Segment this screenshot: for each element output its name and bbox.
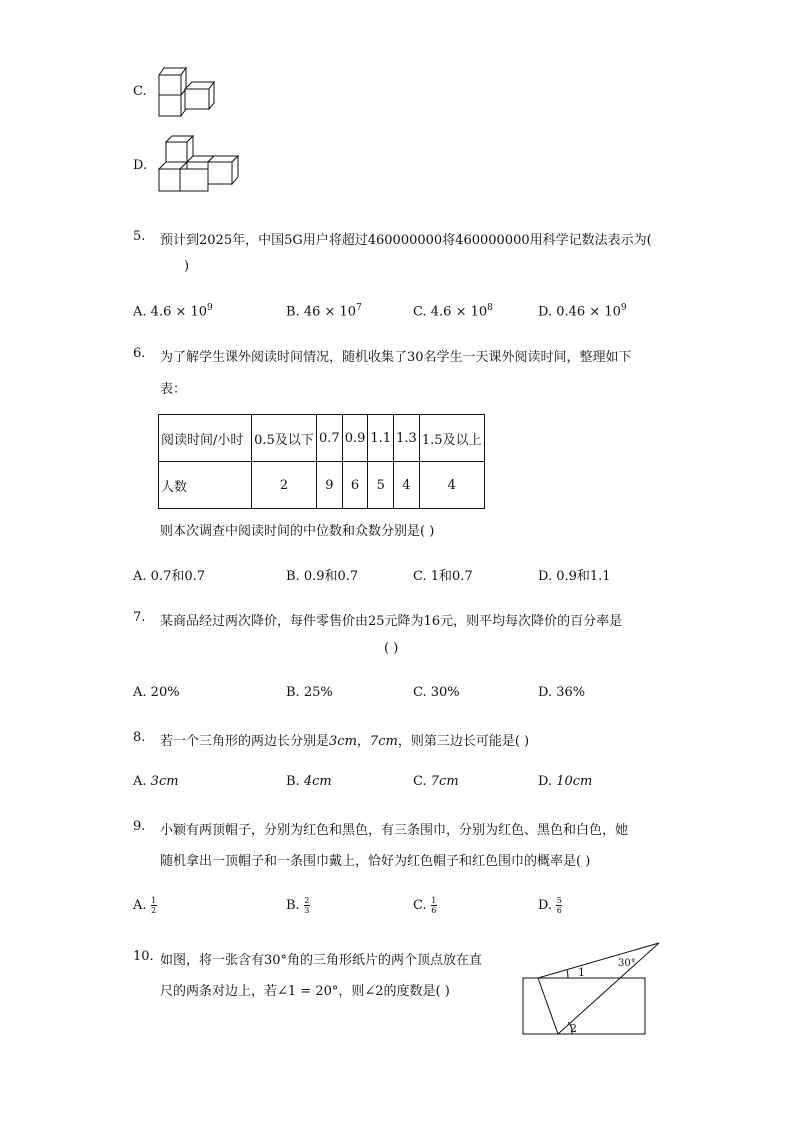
q8-option-b[interactable]: B. 4cm bbox=[286, 774, 332, 789]
q9-text-line2: 随机拿出一顶帽子和一条围巾戴上，恰好为红色帽子和红色围巾的概率是( ) bbox=[160, 854, 591, 869]
q8-option-c[interactable]: C. 7cm bbox=[413, 774, 459, 789]
angle-2-label: 2 bbox=[570, 1022, 577, 1035]
q7-text-line2: ( ) bbox=[384, 641, 399, 656]
q7-number: 7. bbox=[133, 610, 146, 625]
q9-option-b[interactable]: B. $\frac{2}{3}$ bbox=[286, 896, 310, 915]
q6-text-line2: 表： bbox=[160, 382, 187, 397]
q7-text-line1: 某商品经过两次降价，每件零售价由25元降为16元，则平均每次降价的百分率是 bbox=[160, 614, 623, 629]
table-cell: 0.5及以下 bbox=[252, 415, 317, 462]
table-header-row bbox=[159, 415, 485, 462]
q10-text-line2: 尺的两条对边上，若∠1 = 20°，则∠2的度数是( ) bbox=[160, 984, 450, 999]
reading-time-table bbox=[158, 414, 485, 509]
fraction: $\frac{1}{6}$ bbox=[431, 896, 437, 915]
table-cell: 0.9 bbox=[342, 415, 368, 462]
fraction: $\frac{2}{3}$ bbox=[304, 896, 310, 915]
table-cell: 1.5及以上 bbox=[419, 415, 484, 462]
triangle bbox=[538, 943, 659, 1034]
q6-option-b[interactable]: B. 0.9和0.7 bbox=[286, 569, 359, 584]
q9-text-line1: 小颖有两顶帽子，分别为红色和黑色，有三条围巾，分别为红色、黑色和白色，她 bbox=[160, 823, 629, 838]
q6-option-d[interactable]: D. 0.9和1.1 bbox=[538, 569, 611, 584]
q8-number: 8. bbox=[133, 730, 146, 745]
angle-30-label: 30° bbox=[618, 958, 636, 969]
q6-text-line1: 为了解学生课外阅读时间情况，随机收集了30名学生一天课外阅读时间，整理如下 bbox=[160, 350, 632, 365]
fraction: $\frac{1}{2}$ bbox=[151, 896, 157, 915]
table-row bbox=[159, 462, 485, 509]
table-cell: 1.1 bbox=[368, 415, 394, 462]
q4-option-c-figure bbox=[156, 64, 220, 120]
q10-text-line1: 如图，将一张含有30°角的三角形纸片的两个顶点放在直 bbox=[160, 953, 483, 968]
q6-question: 则本次调查中阅读时间的中位数和众数分别是( ) bbox=[160, 524, 435, 539]
ruler-triangle-figure bbox=[520, 940, 665, 1040]
q9-option-a[interactable]: A. $\frac{1}{2}$ bbox=[133, 896, 157, 915]
q5-option-c[interactable]: C. $4.6 \times 10^8$ bbox=[413, 303, 493, 320]
angle1-arc bbox=[567, 970, 568, 978]
q4-option-d-label: D. bbox=[133, 158, 148, 173]
q5-option-b[interactable]: B. $46 \times 10^7$ bbox=[286, 303, 362, 320]
q10-number: 10. bbox=[133, 949, 154, 964]
q6-option-c[interactable]: C. 1和0.7 bbox=[413, 569, 473, 584]
q9-option-d[interactable]: D. $\frac{5}{6}$ bbox=[538, 896, 562, 915]
q4-option-d-figure bbox=[156, 134, 242, 196]
table-cell: 0.7 bbox=[317, 415, 343, 462]
q7-option-d[interactable]: D. 36% bbox=[538, 685, 586, 700]
q8-option-d[interactable]: D. 10cm bbox=[538, 774, 593, 789]
table-cell: 阅读时间/小时 bbox=[159, 415, 252, 462]
table-cell: 6 bbox=[342, 462, 368, 509]
q8-text: 若一个三角形的两边长分别是3cm，7cm，则第三边长可能是( ) bbox=[160, 734, 530, 749]
q4-option-c-label: C. bbox=[133, 84, 147, 99]
q9-number: 9. bbox=[133, 819, 146, 834]
q6-number: 6. bbox=[133, 346, 146, 361]
q9-option-c[interactable]: C. $\frac{1}{6}$ bbox=[413, 896, 437, 915]
q7-option-b[interactable]: B. 25% bbox=[286, 685, 333, 700]
q5-number: 5. bbox=[133, 229, 146, 244]
q5-option-a[interactable]: A. $4.6 \times 10^9$ bbox=[133, 303, 213, 320]
q5-option-d[interactable]: D. $0.46 \times 10^9$ bbox=[538, 303, 627, 320]
q8-option-a[interactable]: A. 3cm bbox=[133, 774, 179, 789]
q5-text-line1: 预计到2025年，中国5G用户将超过460000000将460000000用科学记数法表示为( bbox=[160, 233, 652, 248]
q7-option-c[interactable]: C. 30% bbox=[413, 685, 460, 700]
table-cell: 4 bbox=[394, 462, 420, 509]
table-cell: 5 bbox=[368, 462, 394, 509]
angle-1-label: 1 bbox=[578, 966, 585, 979]
table-cell: 4 bbox=[419, 462, 484, 509]
table-cell: 2 bbox=[252, 462, 317, 509]
q7-option-a[interactable]: A. 20% bbox=[133, 685, 180, 700]
table-cell: 9 bbox=[317, 462, 343, 509]
fraction: $\frac{5}{6}$ bbox=[556, 896, 562, 915]
q6-option-a[interactable]: A. 0.7和0.7 bbox=[133, 569, 206, 584]
table-cell: 人数 bbox=[159, 462, 252, 509]
q5-text-line2: ) bbox=[184, 259, 190, 274]
table-cell: 1.3 bbox=[394, 415, 420, 462]
